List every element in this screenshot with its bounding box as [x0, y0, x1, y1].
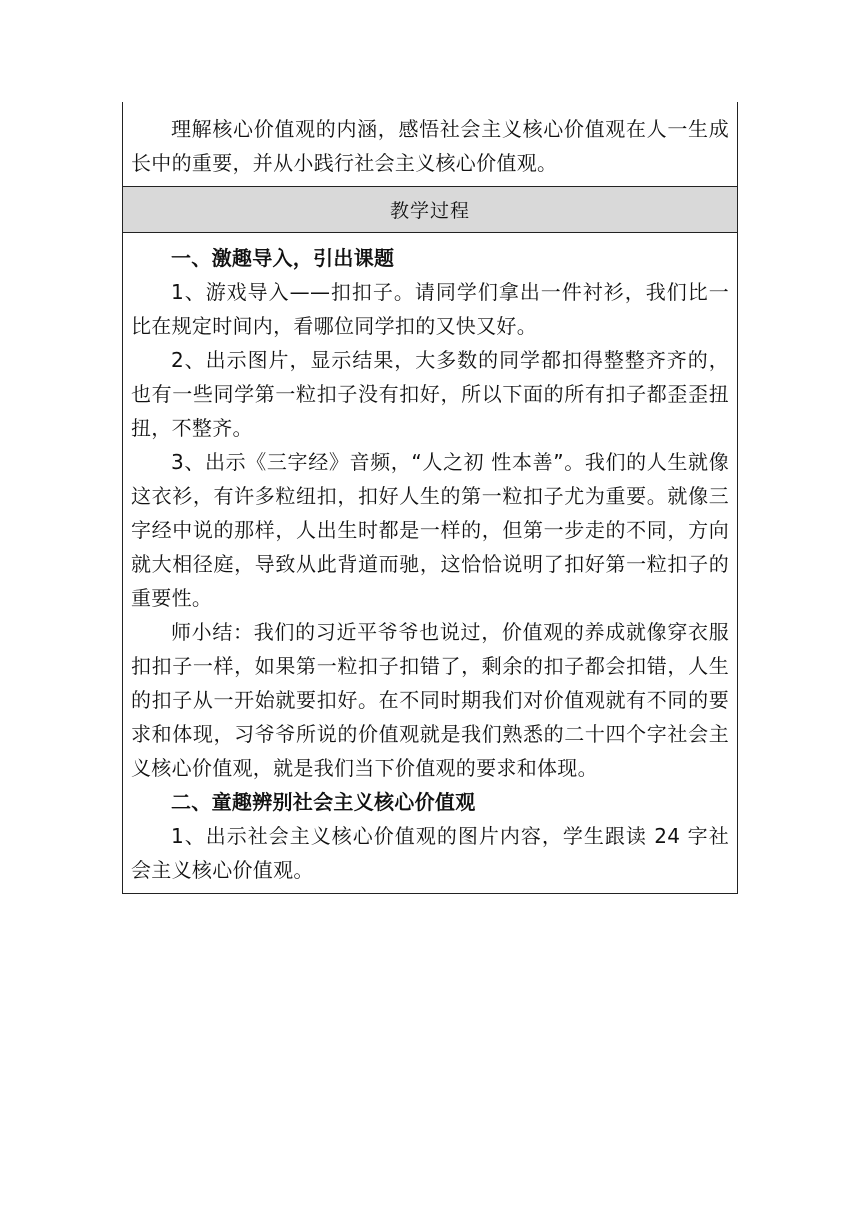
section1-paragraph-3: 3、出示《三字经》音频，“人之初 性本善”。我们的人生就像这衣衫，有许多粒纽扣，扣好人生的第一粒扣子尤为重要。就像三字经中说的那样，人出生时都是一样的，但第一步走的不同，方向就大相径庭，导致从此背道而驰，这恰恰说明了扣好第一粒扣子的重要性。 — [131, 450, 729, 610]
objective-cell — [123, 102, 737, 187]
section2-heading: 二、童趣辨别社会主义核心价值观 — [171, 790, 476, 814]
objective-paragraph: 理解核心价值观的内涵，感悟社会主义核心价值观在人一生成长中的重要，并从小践行社会主义核心价值观。 — [131, 117, 729, 175]
process-cell — [123, 233, 737, 893]
section1-heading: 一、激趣导入，引出课题 — [171, 246, 395, 270]
section2-paragraph-1: 1、出示社会主义核心价值观的图片内容，学生跟读 24 字社会主义核心价值观。 — [131, 824, 729, 882]
process-header-row — [123, 187, 737, 233]
section1-paragraph-2: 2、出示图片，显示结果，大多数的同学都扣得整整齐齐的，也有一些同学第一粒扣子没有扣好，所以下面的所有扣子都歪歪扭扭，不整齐。 — [131, 348, 729, 440]
lesson-plan-table — [122, 102, 738, 894]
process-header-label: 教学过程 — [389, 200, 470, 222]
section1-summary: 师小结：我们的习近平爷爷也说过，价值观的养成就像穿衣服扣扣子一样，如果第一粒扣子扣错了，剩余的扣子都会扣错，人生的扣子从一开始就要扣好。在不同时期我们对价值观就有不同的要求和体现，习爷爷所说的价值观就是我们熟悉的二十四个字社会主义核心价值观，就是我们当下价值观的要求和体现。 — [131, 620, 729, 780]
section1-paragraph-1: 1、游戏导入——扣扣子。请同学们拿出一件衬衫，我们比一比在规定时间内，看哪位同学扣的又快又好。 — [131, 280, 729, 338]
